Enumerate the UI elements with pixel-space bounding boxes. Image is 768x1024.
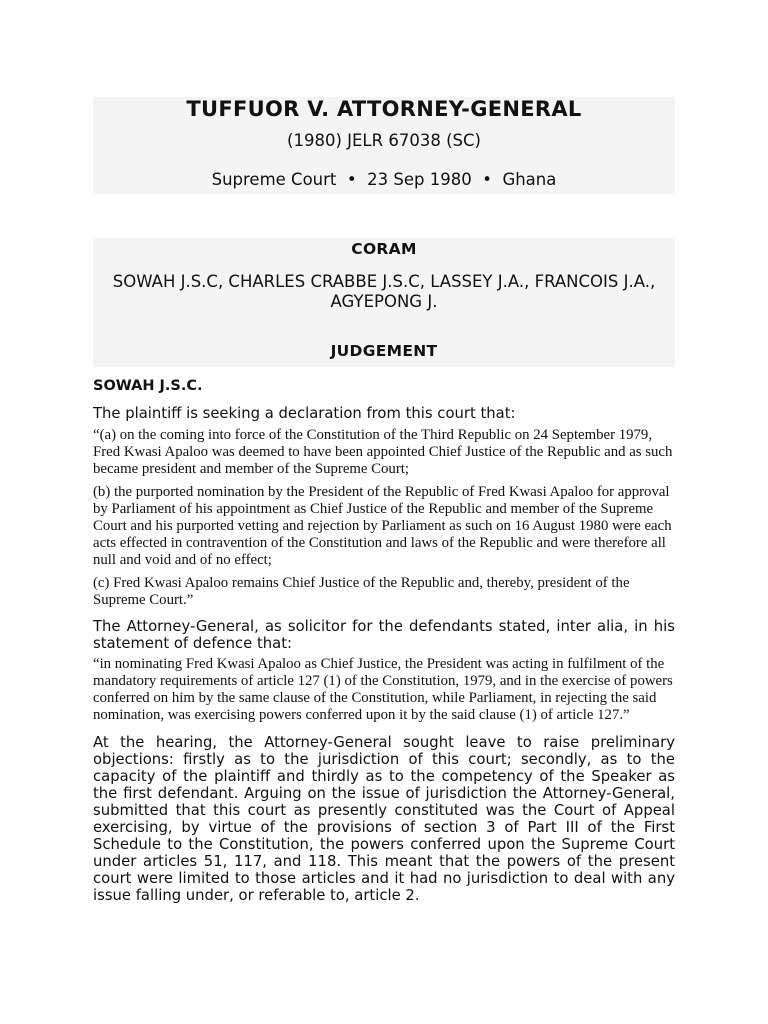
case-citation: (1980) JELR 67038 (SC) [287, 131, 481, 150]
hearing-paragraph: At the hearing, the Attorney-General sought leave to raise preliminary objections: firstly as to the jurisdiction of this court; secondly, as to the capacity of the plaintiff and thirdly as to the competency of the Speaker as the first defendant. Arguing on the issue of jurisdiction the Attorney-General, submitted that this court as presently constituted was the Court of Appeal exercising, by virtue of the provisions of section 3 of Part III of the First Schedule to the Constitution, the powers conferred upon the Supreme Court under articles 51, 117, and 118. This meant that the powers of the present court were limited to those articles and it had no jurisdiction to deal with any issue falling under, or referable to, article 2. [93, 734, 675, 904]
coram-heading: CORAM [351, 240, 417, 258]
ag-paragraph: The Attorney-General, as solicitor for the defendants stated, inter alia, in his statement of defence that: [93, 618, 675, 652]
country: Ghana [502, 170, 557, 189]
document-page [93, 97, 675, 909]
coram-judges: SOWAH J.S.C, CHARLES CRABBE J.S.C, LASSEY J.A., FRANCOIS J.A., AGYEPONG J. [112, 272, 656, 311]
case-meta [93, 170, 675, 190]
judge-name: SOWAH J.S.C. [93, 378, 203, 394]
quote-b: (b) the purported nomination by the President of the Republic of Fred Kwasi Apaloo for approval by Parliament of his appointment as Chief Justice of the Republic and member of the Supreme Court and his purported vetting and rejection by Parliament as such on 16 August 1980 were each acts effected in contravention of the Constitution and laws of the Republic and were therefore all null and void and of no effect; [93, 484, 672, 568]
meta-separator: • [482, 170, 492, 189]
meta-separator: • [346, 170, 357, 189]
quote-c: (c) Fred Kwasi Apaloo remains Chief Justice of the Republic and, thereby, president of the Supreme Court.” [93, 575, 630, 608]
judgement-heading: JUDGEMENT [330, 342, 438, 360]
coram-section [93, 238, 675, 367]
decision-date: 23 Sep 1980 [367, 170, 472, 189]
intro-paragraph: The plaintiff is seeking a declaration from this court that: [93, 405, 516, 422]
case-title: TUFFUOR V. ATTORNEY-GENERAL [186, 97, 582, 121]
court-name: Supreme Court [211, 170, 337, 189]
quote-a: “(a) on the coming into force of the Constitution of the Third Republic on 24 September 1979, Fred Kwasi Apaloo was deemed to have been appointed Chief Justice of the Republic and as such became president and member of the Supreme Court; [93, 427, 673, 477]
judgement-body [93, 377, 675, 904]
ag-quote: “in nominating Fred Kwasi Apaloo as Chief Justice, the President was acting in fulfilment of the mandatory requirements of article 127 (1) of the Constitution, 1979, and in the exercise of powers conferred on him by the same clause of the Constitution, while Parliament, in rejecting the said nomination, was exercising powers conferred upon it by the said clause (1) of article 127.” [93, 656, 673, 723]
case-header [93, 97, 675, 194]
